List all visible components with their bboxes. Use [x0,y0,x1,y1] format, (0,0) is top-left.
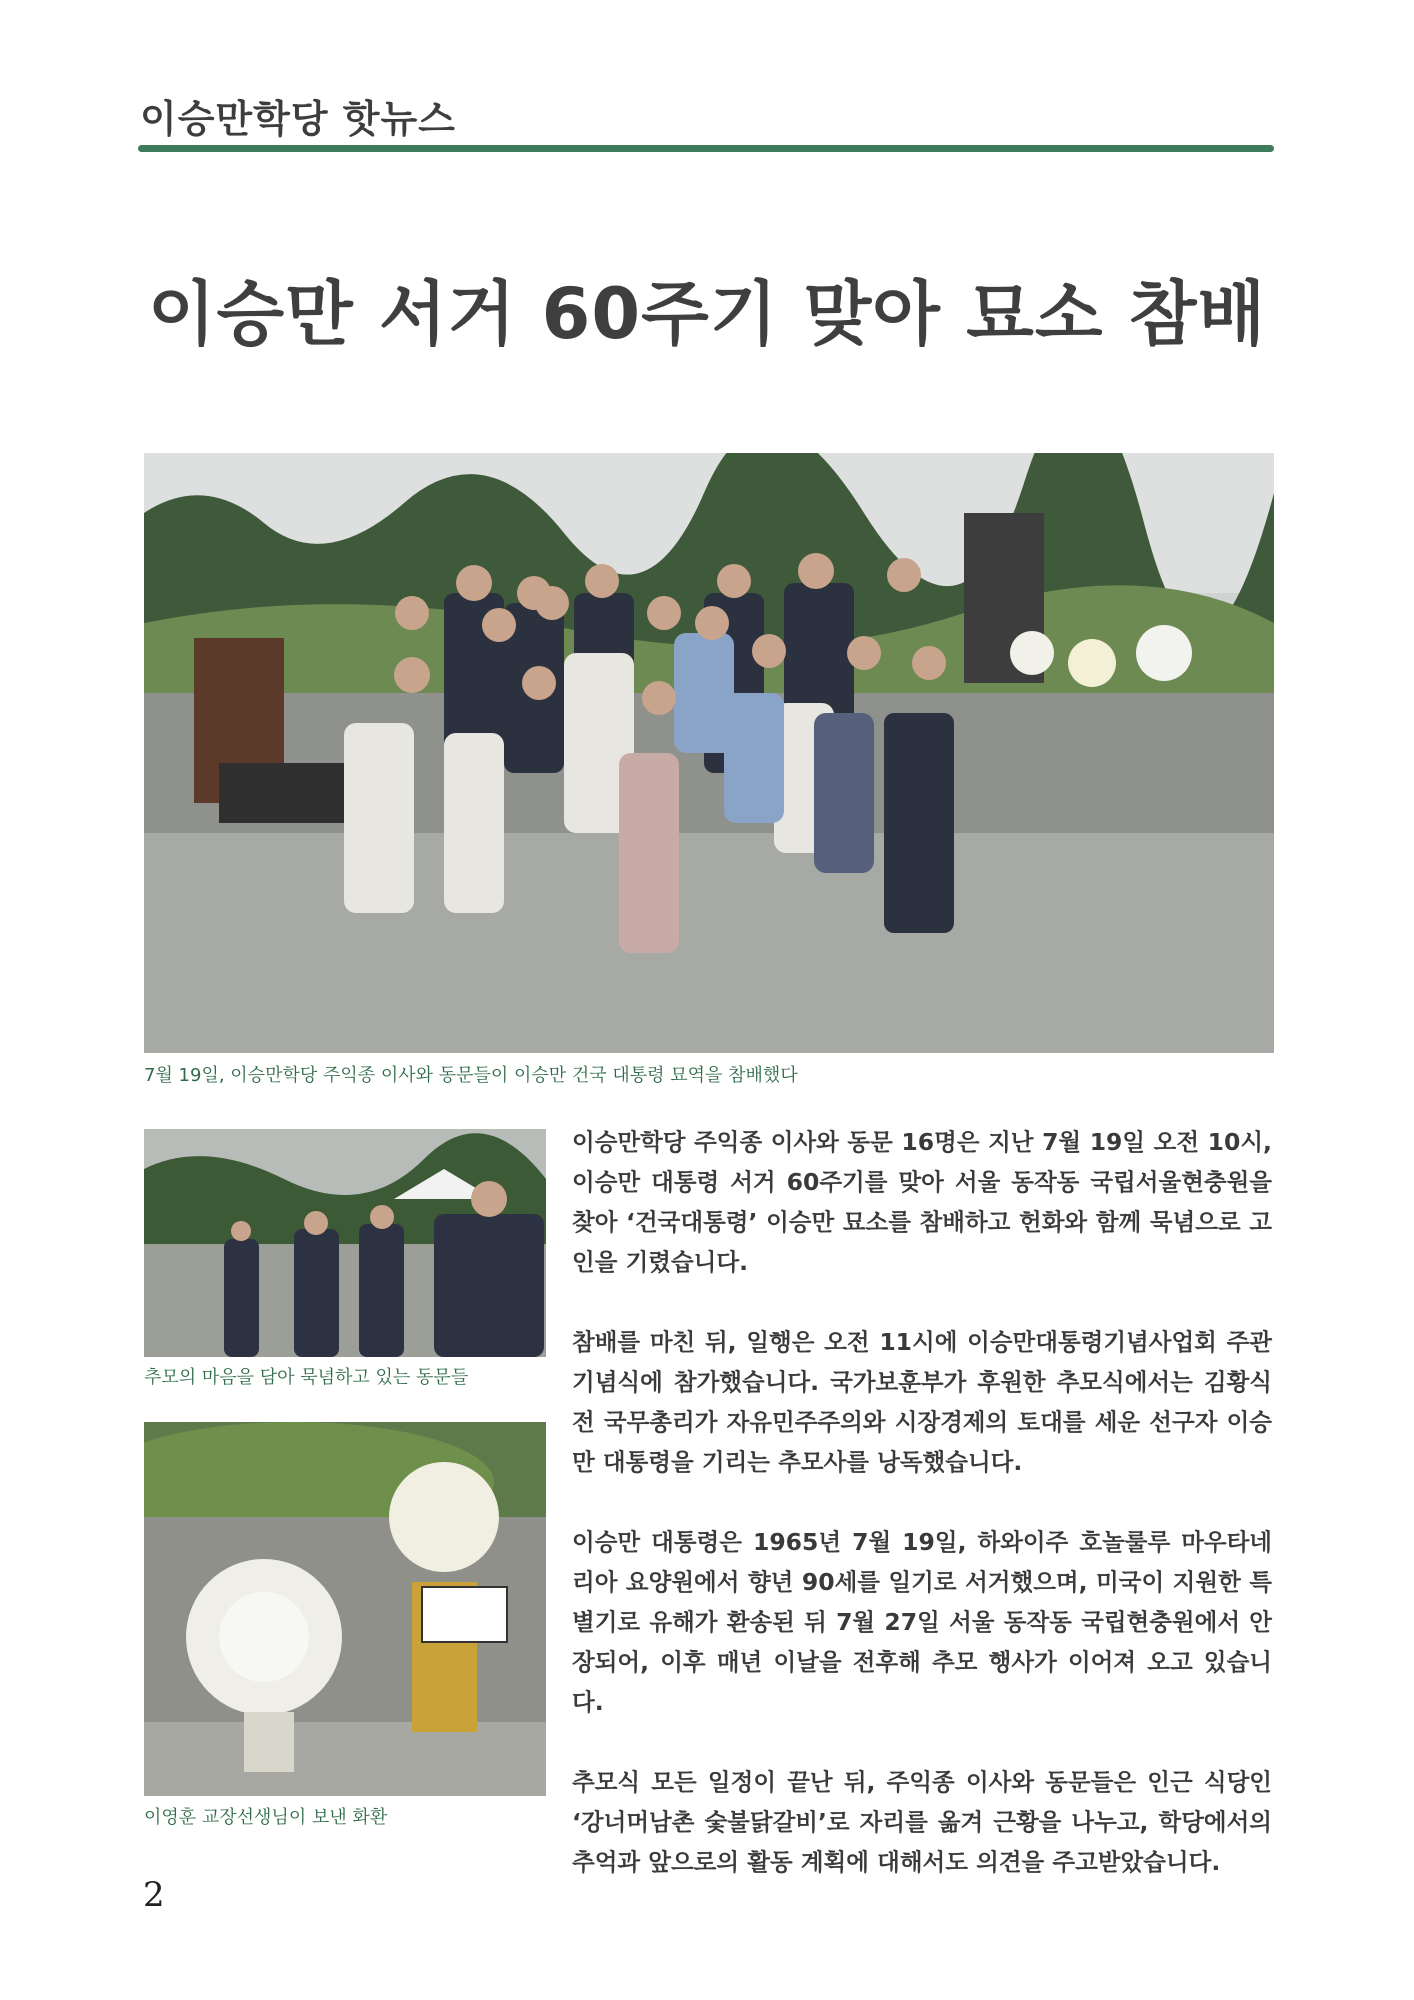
side-photo-1-caption: 추모의 마음을 담아 묵념하고 있는 동문들 [144,1367,469,1388]
section-label: 이승만학당 핫뉴스 [140,97,456,141]
side-photo-2-caption: 이영훈 교장선생님이 보낸 화환 [144,1807,388,1828]
article-body [572,1122,1272,1922]
article-paragraph: 이승만 대통령은 1965년 7월 19일, 하와이주 호놀룰루 마우타네리아 요양원에서 향년 90세를 일기로 서거했으며, 미국이 지원한 특별기로 유해가 환송된 뒤 7월 27일 서울 동작동 국립현충원에서 안장되어, 이후 매년 이날을 전후해 추모 행사가 이어져 오고 있습니다. [572,1528,1272,1716]
section-divider [138,145,1274,152]
main-group-photo [144,453,1274,1053]
article-paragraph: 추모식 모든 일정이 끝난 뒤, 주익종 이사와 동문들은 인근 식당인 ‘강너머남촌 숯불닭갈비’로 자리를 옮겨 근황을 나누고, 학당에서의 추억과 앞으로의 활동 계획에 대해서도 의견을 주고받았습니다. [572,1768,1272,1876]
page-number: 2 [143,1875,165,1915]
article-paragraph: 이승만학당 주익종 이사와 동문 16명은 지난 7월 19일 오전 10시, 이승만 대통령 서거 60주기를 맞아 서울 동작동 국립서울현충원을 찾아 ‘건국대통령’ 이승만 묘소를 참배하고 헌화와 함께 묵념으로 고인을 기렸습니다. [572,1128,1272,1276]
wreath-photo [144,1422,546,1796]
memorial-silence-photo [144,1129,546,1357]
article-paragraph: 참배를 마친 뒤, 일행은 오전 11시에 이승만대통령기념사업회 주관 기념식에 참가했습니다. 국가보훈부가 후원한 추모식에서는 김황식 전 국무총리가 자유민주주의와 시장경제의 토대를 세운 선구자 이승만 대통령을 기리는 추모사를 낭독했습니다. [572,1328,1272,1476]
main-photo-caption: 7월 19일, 이승만학당 주익종 이사와 동문들이 이승만 건국 대통령 묘역을 참배했다 [144,1065,798,1086]
article-headline: 이승만 서거 60주기 맞아 묘소 참배 [147,273,1267,355]
